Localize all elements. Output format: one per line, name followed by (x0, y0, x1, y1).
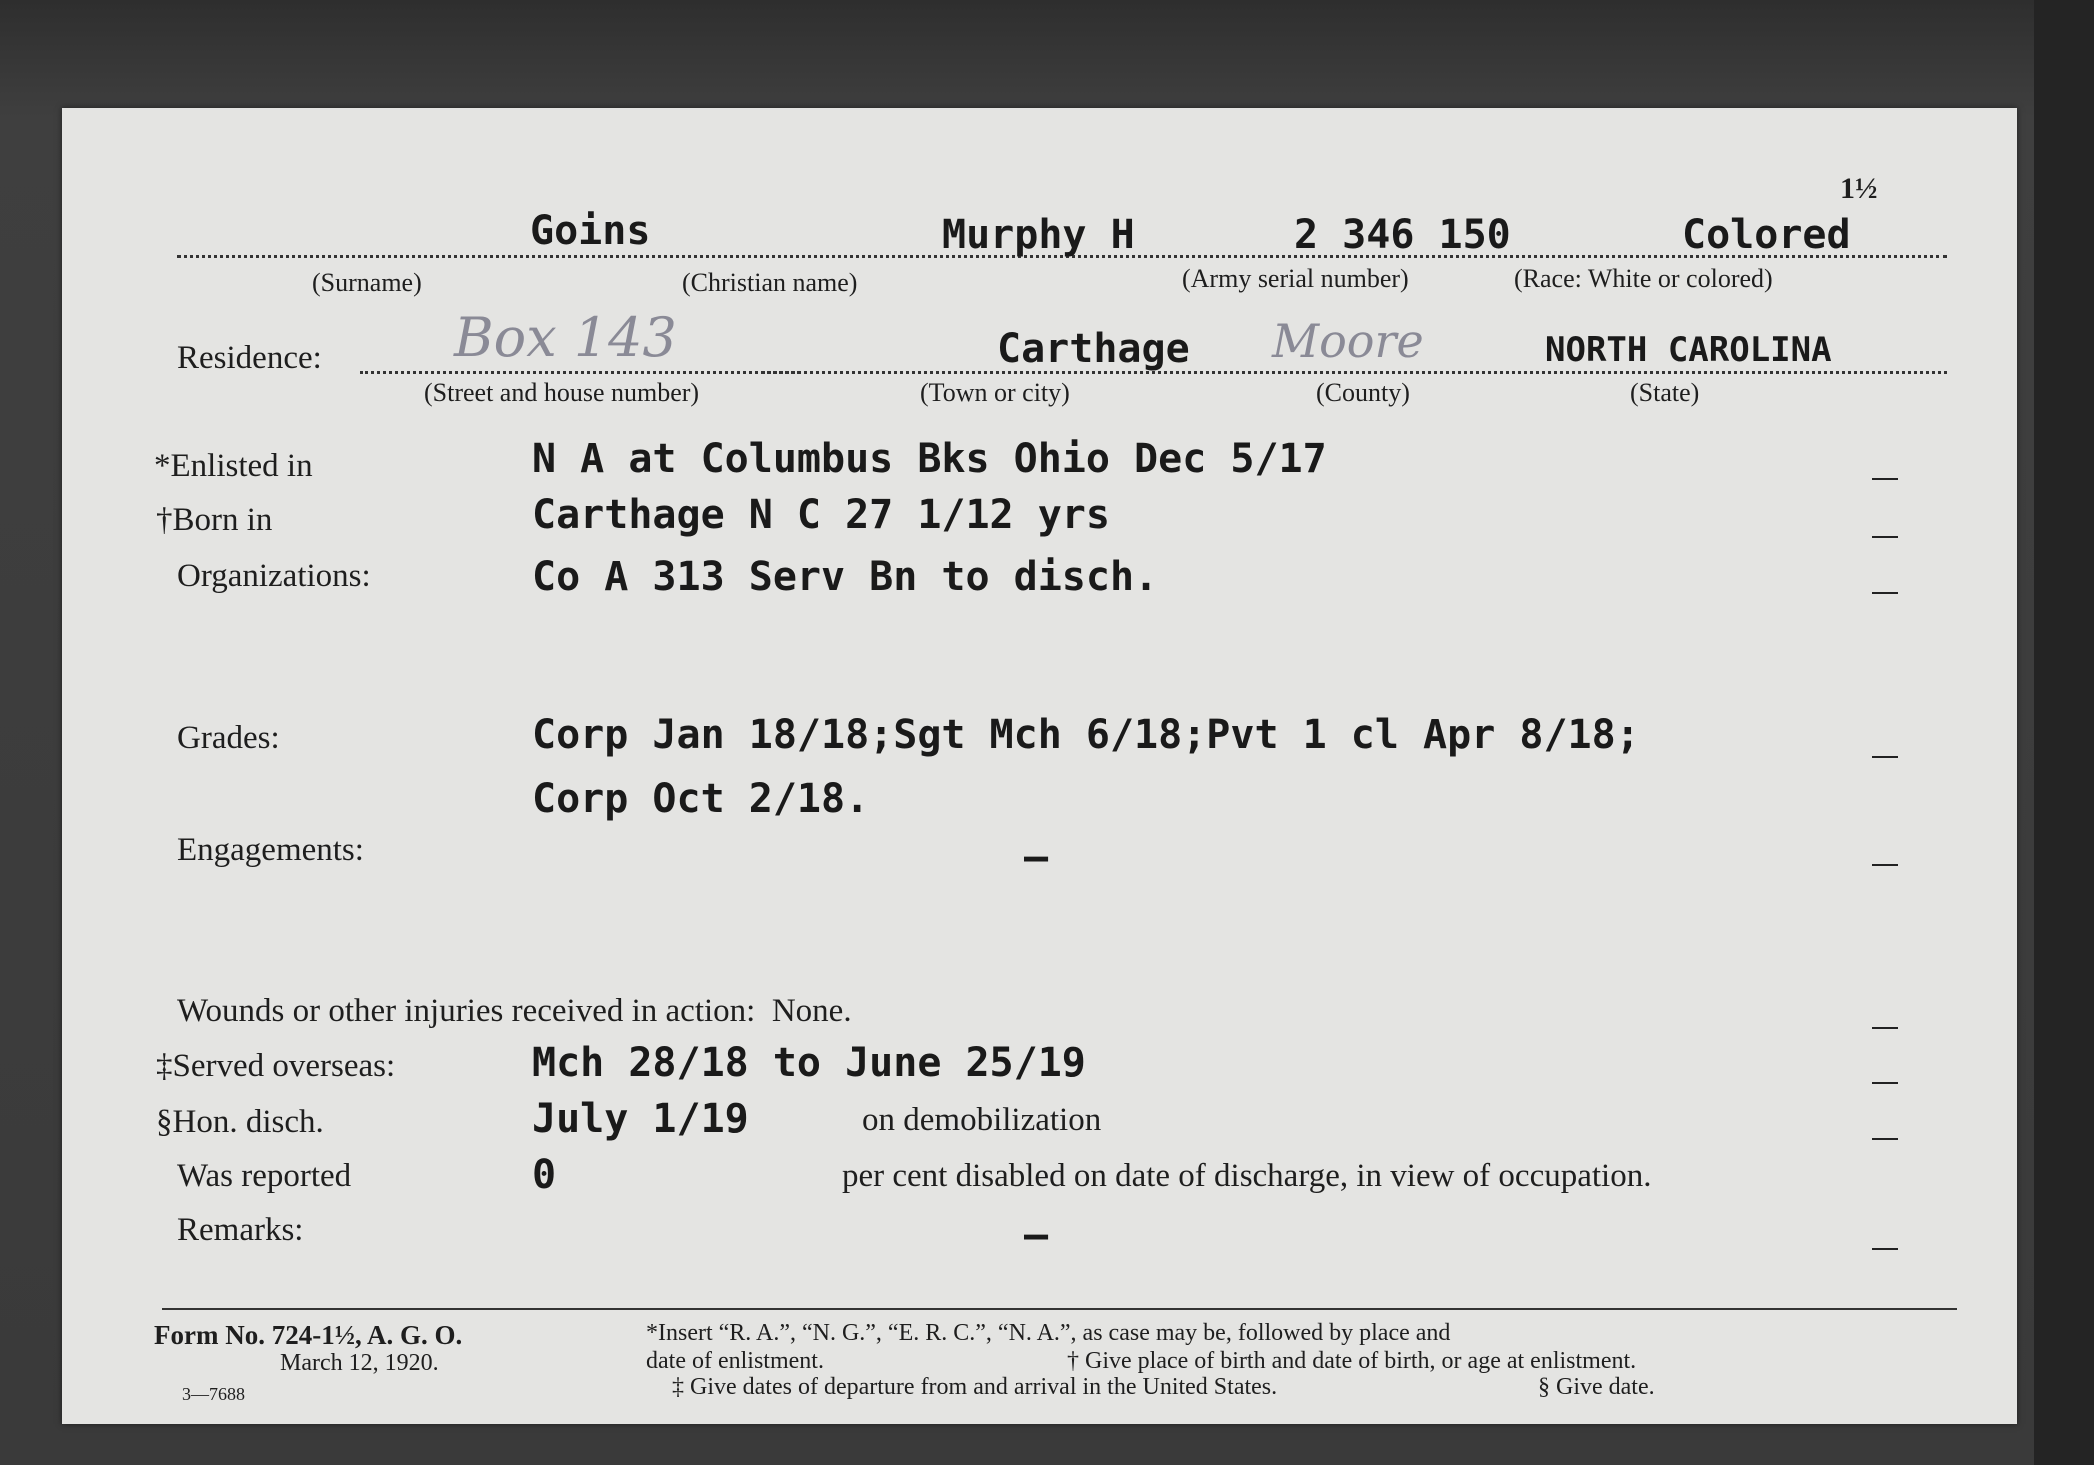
born-mark: † (156, 502, 173, 538)
engagements-value: – (1024, 834, 1049, 880)
print-code: 3—7688 (182, 1384, 245, 1404)
margin-dash (1872, 864, 1898, 866)
footer-rule (162, 1308, 1957, 1310)
reported-label: Was reported (177, 1158, 352, 1194)
margin-dash (1872, 1138, 1898, 1140)
margin-dash (1872, 1248, 1898, 1250)
enlisted-mark: * (154, 448, 171, 484)
served-overseas-mark: ‡ (156, 1048, 173, 1084)
margin-dash (1872, 478, 1898, 480)
footnote-enlistment: *Insert “R. A.”, “N. G.”, “E. R. C.”, “N. A.”, as case may be, followed by place and (646, 1320, 1451, 1346)
corner-mark: 1½ (1840, 172, 1878, 205)
residence-street-line (360, 371, 800, 374)
wounds-label (177, 993, 852, 1030)
grades-line-2: Corp Oct 2/18. (532, 776, 870, 822)
born-label-text: Born in (172, 502, 273, 538)
footnote-discharge: § Give date. (1538, 1374, 1655, 1400)
serial-number-value: 2 346 150 (1294, 212, 1511, 258)
town-value: Carthage (997, 326, 1190, 372)
enlisted-label (154, 448, 313, 485)
grades-line-1: Corp Jan 18/18;Sgt Mch 6/18;Pvt 1 cl Apr 8/18; (532, 712, 1640, 758)
remarks-label: Remarks: (177, 1212, 304, 1248)
christian-name-caption: (Christian name) (682, 268, 858, 297)
served-overseas-label (156, 1048, 395, 1085)
hon-disch-mark: § (156, 1104, 173, 1140)
grades-label: Grades: (177, 720, 280, 756)
engagements-label: Engagements: (177, 832, 364, 868)
margin-dash (1872, 592, 1898, 594)
form-date: March 12, 1920. (280, 1350, 439, 1376)
reported-value: 0 (532, 1152, 557, 1198)
margin-dash (1872, 1082, 1898, 1084)
residence-town-line (762, 371, 1947, 374)
street-value: Box 143 (454, 306, 677, 369)
hon-disch-label-text: Hon. disch. (172, 1104, 324, 1140)
hon-disch-value: July 1/19 (532, 1096, 749, 1142)
hon-disch-note: on demobilization (862, 1102, 1102, 1138)
remarks-value: – (1024, 1212, 1049, 1258)
surname-caption: (Surname) (312, 268, 422, 297)
reported-note: per cent disabled on date of discharge, in view of occupation. (842, 1158, 1652, 1194)
served-overseas-label-text: Served overseas: (172, 1048, 396, 1084)
margin-dash (1872, 536, 1898, 538)
state-value: NORTH CAROLINA (1545, 330, 1832, 370)
footnote-overseas: ‡ Give dates of departure from and arrival in the United States. (672, 1374, 1278, 1400)
organizations-value: Co A 313 Serv Bn to disch. (532, 554, 1159, 600)
residence-label: Residence: (177, 340, 322, 376)
form-number: Form No. 724-1½, A. G. O. (154, 1320, 463, 1350)
service-record-card (62, 108, 2017, 1424)
footnote-enlistment-cont: date of enlistment. (646, 1348, 824, 1374)
serial-number-caption: (Army serial number) (1182, 264, 1409, 293)
street-caption: (Street and house number) (424, 378, 700, 407)
born-value: Carthage N C 27 1/12 yrs (532, 492, 1110, 538)
margin-dash (1872, 1027, 1898, 1029)
county-caption: (County) (1316, 378, 1410, 407)
race-caption: (Race: White or colored) (1514, 264, 1773, 293)
state-caption: (State) (1630, 378, 1700, 407)
race-value: Colored (1682, 212, 1851, 258)
hon-disch-label (156, 1104, 324, 1141)
born-label (156, 502, 272, 539)
wounds-value: None. (771, 993, 852, 1029)
surname-value: Goins (530, 208, 651, 254)
scanner-edge-strip (2034, 0, 2094, 1465)
christian-name-value: Murphy H (942, 212, 1135, 258)
county-value: Moore (1272, 314, 1424, 368)
served-overseas-value: Mch 28/18 to June 25/19 (532, 1040, 1086, 1086)
margin-dash (1872, 756, 1898, 758)
town-caption: (Town or city) (920, 378, 1070, 407)
organizations-label: Organizations: (177, 558, 371, 594)
wounds-label-text: Wounds or other injuries received in action: (177, 993, 756, 1029)
enlisted-label-text: Enlisted in (170, 448, 313, 484)
footnote-birth: † Give place of birth and date of birth, or age at enlistment. (1067, 1348, 1637, 1374)
enlisted-value: N A at Columbus Bks Ohio Dec 5/17 (532, 436, 1327, 482)
